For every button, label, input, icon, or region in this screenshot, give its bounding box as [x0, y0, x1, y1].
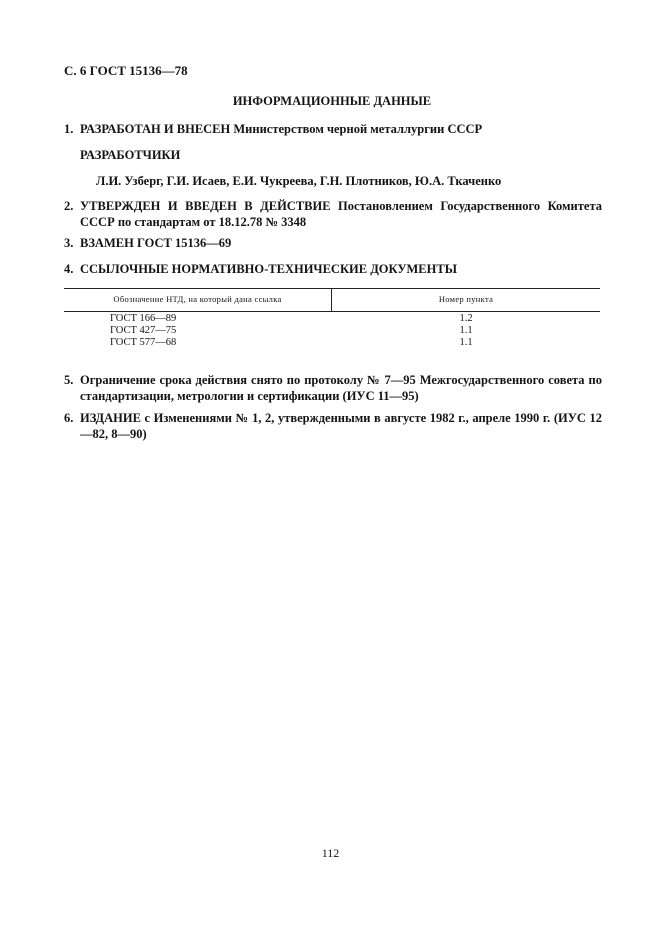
item-3	[64, 236, 231, 251]
item-5	[64, 372, 602, 404]
item-number: 4.	[64, 262, 74, 276]
item-number: 5.	[64, 373, 74, 387]
table-cell-document: ГОСТ 166—89	[110, 313, 177, 324]
page-number: 112	[321, 846, 340, 860]
table-row	[64, 313, 600, 325]
item-text: Ограничение срока действия снято по протоколу № 7—95 Межгосударственного совета по стандартизации, метрологии и сертификации (ИУС 11—95)	[80, 373, 602, 403]
developers-heading: РАЗРАБОТЧИКИ	[80, 148, 181, 162]
table-cell-clause: 1.1	[459, 325, 473, 336]
developers-list: Л.И. Узберг, Г.И. Исаев, Е.И. Чукреева, Г.Н. Плотников, Ю.А. Ткаченко	[96, 174, 502, 188]
page-header: С. 6 ГОСТ 15136—78	[64, 63, 188, 78]
item-text: ССЫЛОЧНЫЕ НОРМАТИВНО-ТЕХНИЧЕСКИЕ ДОКУМЕНТЫ	[80, 262, 457, 276]
item-6	[64, 410, 602, 442]
item-1	[64, 122, 482, 137]
item-text: РАЗРАБОТАН И ВНЕСЕН Министерством черной металлургии СССР	[80, 122, 483, 136]
table-row	[64, 325, 600, 337]
table-cell-document: ГОСТ 427—75	[110, 325, 177, 336]
item-number: 3.	[64, 236, 74, 250]
table-cell-clause: 1.1	[459, 337, 473, 348]
item-4	[64, 262, 457, 277]
item-text: ИЗДАНИЕ с Изменениями № 1, 2, утвержденными в августе 1982 г., апреле 1990 г. (ИУС 12—82, 8—90)	[80, 411, 602, 441]
table-header-rule	[64, 311, 600, 312]
item-text: ВЗАМЕН ГОСТ 15136—69	[80, 236, 232, 250]
table-top-rule	[64, 288, 600, 289]
section-title: ИНФОРМАЦИОННЫЕ ДАННЫЕ	[232, 94, 432, 108]
item-number: 2.	[64, 199, 74, 213]
table-header-clause: Номер пункта	[438, 294, 494, 304]
table-cell-document: ГОСТ 577—68	[110, 337, 177, 348]
item-text: УТВЕРЖДЕН И ВВЕДЕН В ДЕЙСТВИЕ Постановлением Государственного Комитета СССР по стандартам от 18.12.78 № 3348	[80, 199, 602, 229]
item-2	[64, 198, 602, 230]
item-number: 1.	[64, 122, 74, 136]
table-cell-clause: 1.2	[459, 313, 473, 324]
table-header-document: Обозначение НТД, на который дана ссылка	[113, 294, 282, 304]
item-number: 6.	[64, 411, 74, 425]
table-row	[64, 337, 600, 349]
